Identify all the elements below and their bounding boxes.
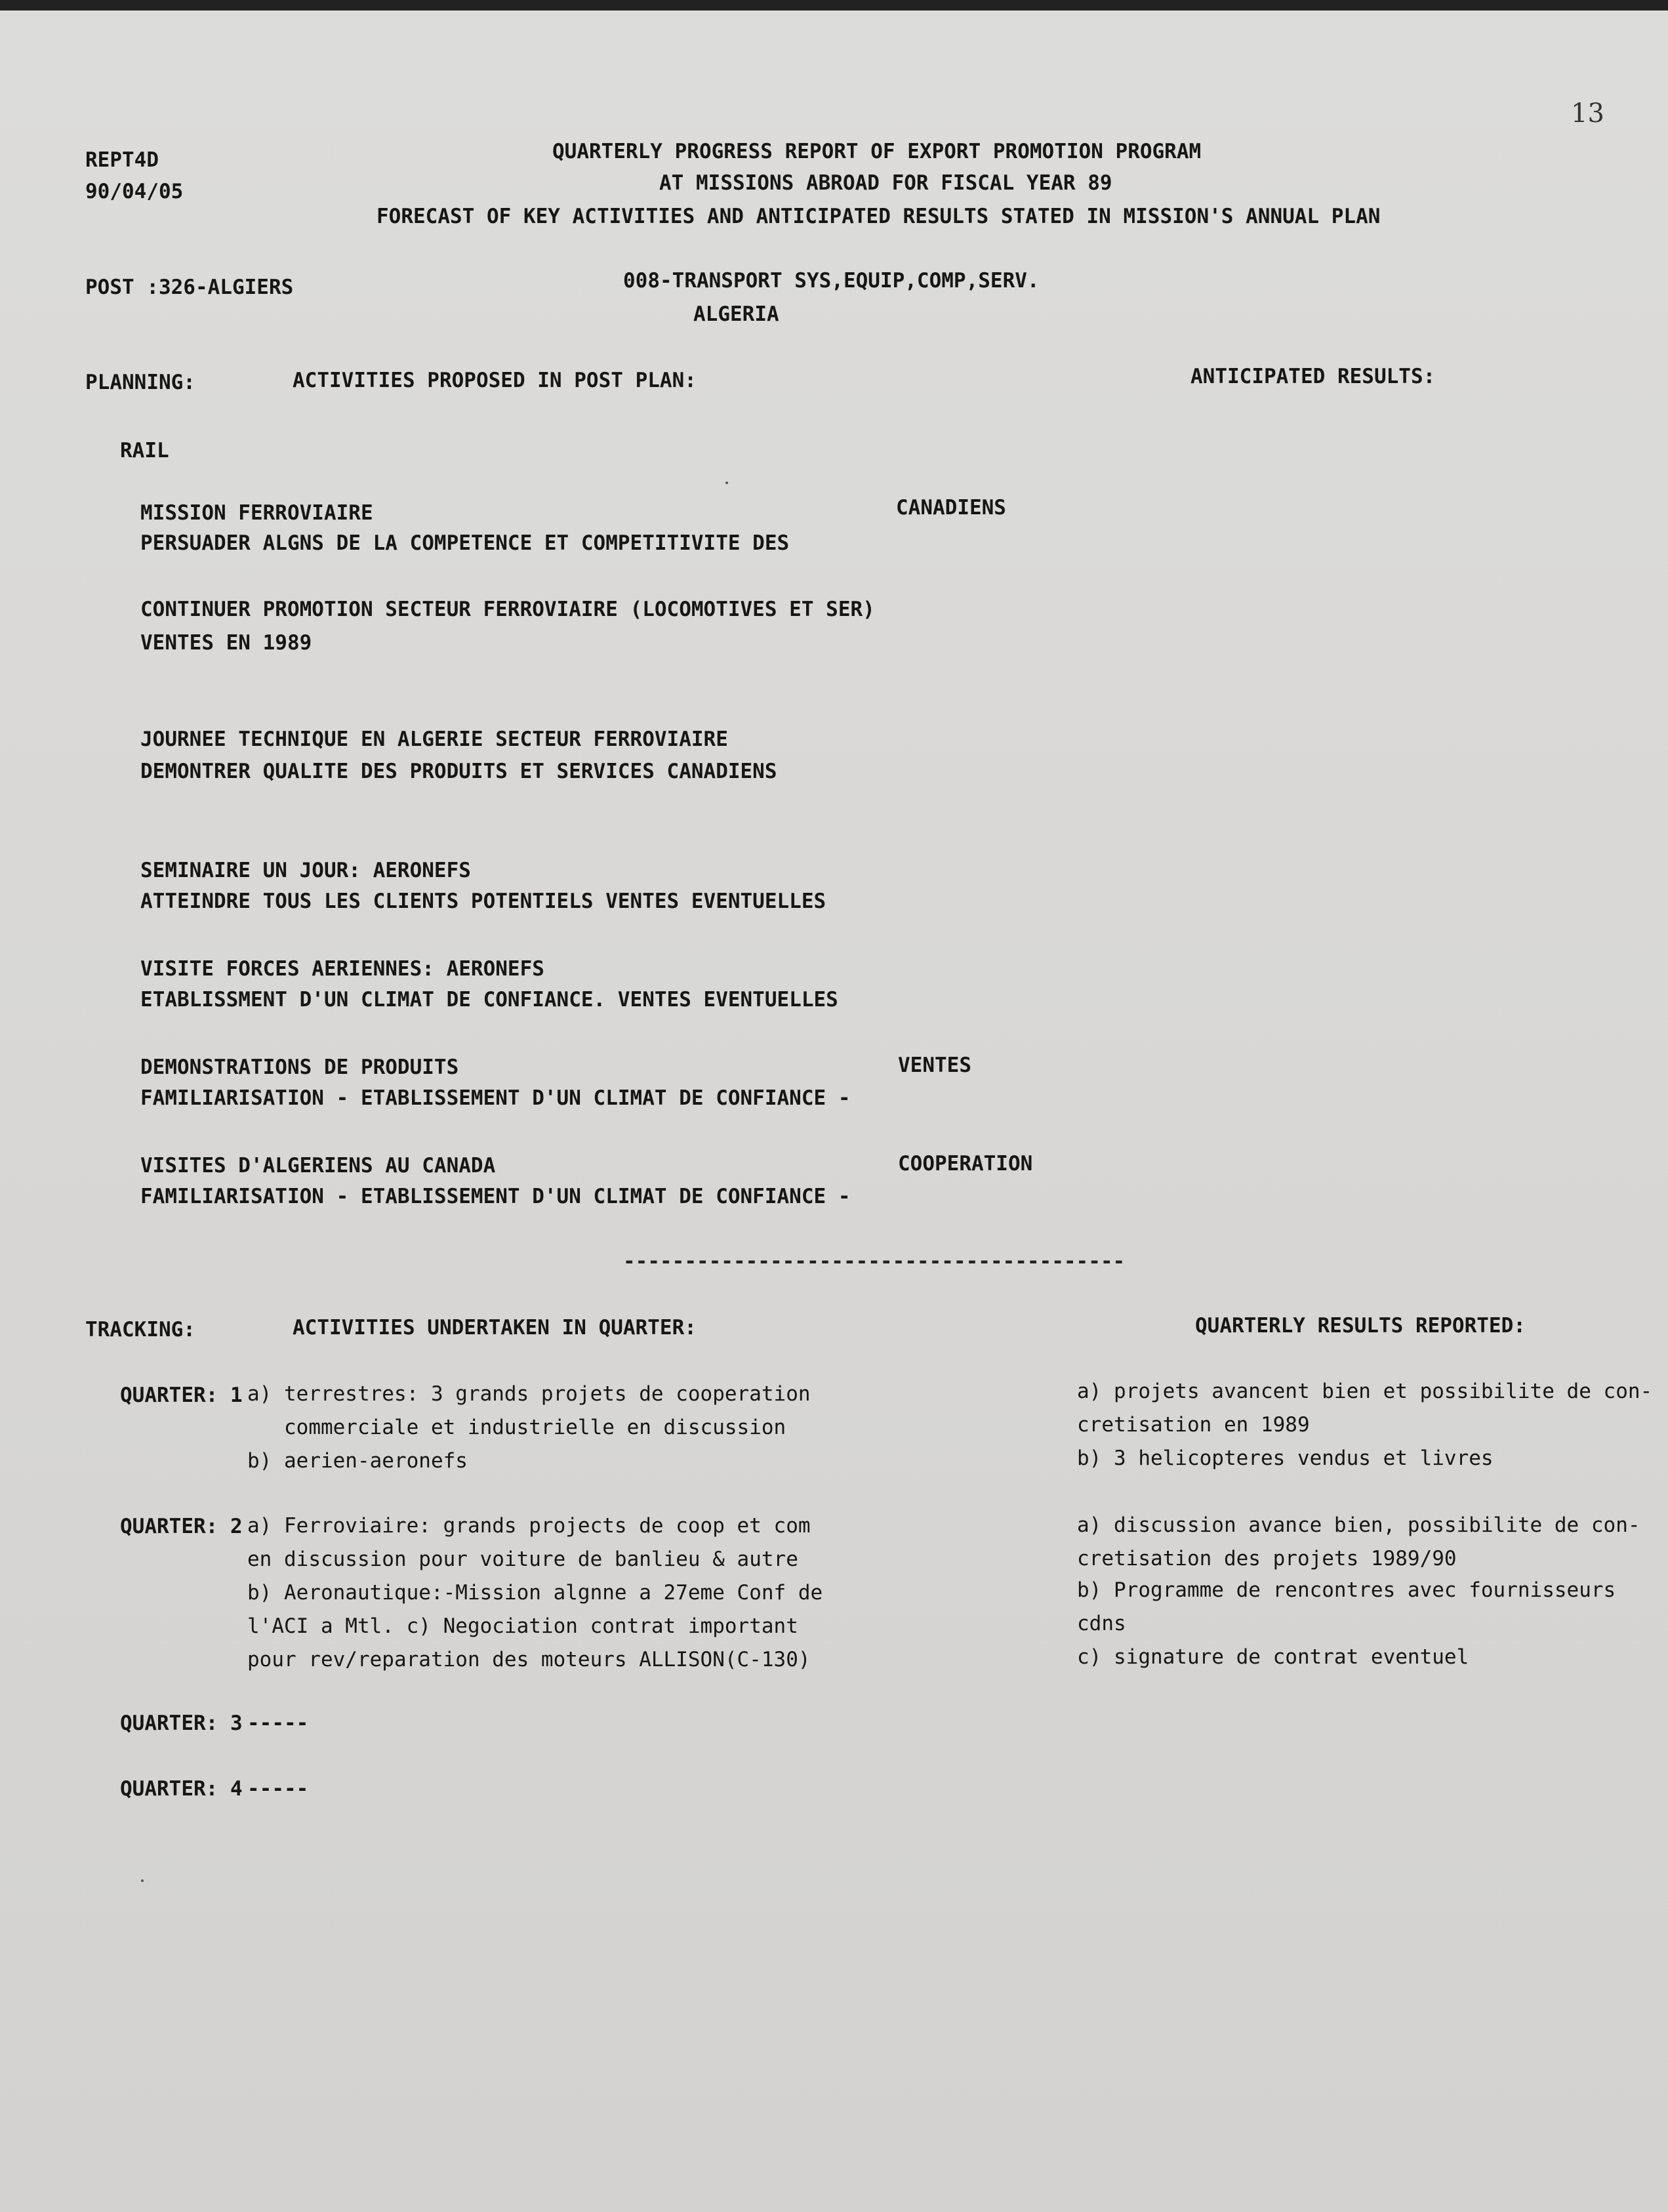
planning-results-header: ANTICIPATED RESULTS:: [1190, 365, 1436, 388]
planning-label: PLANNING:: [85, 371, 195, 394]
page-number: 13: [1571, 98, 1604, 129]
planning-item-title: JOURNEE TECHNIQUE EN ALGERIE SECTEUR FERROVIAIRE: [140, 727, 728, 751]
activity-line: en discussion pour voiture de banlieu & autre: [247, 1547, 798, 1571]
title-line-3: FORECAST OF KEY ACTIVITIES AND ANTICIPATED RESULTS STATED IN MISSION'S ANNUAL PLAN: [376, 205, 1381, 228]
result-line: cretisation des projets 1989/90: [1077, 1547, 1457, 1570]
report-id: REPT4D: [85, 148, 159, 172]
report-date: 90/04/05: [85, 180, 184, 203]
scan-speck: [725, 481, 728, 484]
quarter-label: QUARTER: 2: [120, 1515, 243, 1538]
planning-activities-header: ACTIVITIES PROPOSED IN POST PLAN:: [293, 369, 697, 392]
tracking-results-header: QUARTERLY RESULTS REPORTED:: [1195, 1314, 1526, 1338]
quarter-value: -----: [247, 1777, 309, 1801]
result-line: b) 3 helicopteres vendus et livres: [1077, 1446, 1494, 1470]
planning-item-detail: FAMILIARISATION - ETABLISSEMENT D'UN CLIMAT DE CONFIANCE -: [140, 1185, 851, 1208]
planning-item-detail: VENTES EN 1989: [140, 631, 312, 655]
scan-speck: [141, 1879, 144, 1882]
planning-item-title: SEMINAIRE UN JOUR: AERONEFS: [140, 859, 471, 882]
title-line-1: QUARTERLY PROGRESS REPORT OF EXPORT PROMOTION PROGRAM: [552, 140, 1202, 163]
planning-item-detail: DEMONTRER QUALITE DES PRODUITS ET SERVICES CANADIENS: [140, 760, 777, 783]
activity-line: b) Aeronautique:-Mission algnne a 27eme Conf de: [247, 1581, 823, 1605]
post-label: POST :326-ALGIERS: [85, 276, 294, 299]
planning-item-result: COOPERATION: [898, 1152, 1033, 1176]
tracking-label: TRACKING:: [85, 1318, 195, 1342]
activity-line: l'ACI a Mtl. c) Negociation contrat important: [247, 1614, 798, 1638]
result-line: b) Programme de rencontres avec fournisseurs: [1077, 1578, 1616, 1602]
planning-item-title: VISITE FORCES AERIENNES: AERONEFS: [140, 957, 544, 981]
planning-item-result: VENTES: [898, 1054, 971, 1077]
activity-line: b) aerien-aeronefs: [247, 1449, 468, 1473]
planning-item-detail: ETABLISSMENT D'UN CLIMAT DE CONFIANCE. VENTES EVENTUELLES: [140, 988, 838, 1012]
result-line: cretisation en 1989: [1077, 1413, 1310, 1437]
quarter-label: QUARTER: 1: [120, 1383, 243, 1407]
quarter-value: -----: [247, 1711, 309, 1735]
planning-item-title: DEMONSTRATIONS DE PRODUITS: [140, 1055, 459, 1079]
activity-line: a) terrestres: 3 grands projets de cooperation: [247, 1382, 811, 1406]
planning-item-result: CANADIENS: [896, 496, 1006, 520]
sector-label: 008-TRANSPORT SYS,EQUIP,COMP,SERV.: [623, 269, 1040, 293]
quarter-label: QUARTER: 4: [120, 1777, 243, 1801]
result-line: c) signature de contrat eventuel: [1077, 1645, 1469, 1669]
section-separator: -----------------------------------------: [623, 1250, 1126, 1273]
activity-line: a) Ferroviaire: grands projects de coop et com: [247, 1514, 811, 1538]
planning-item-title: MISSION FERROVIAIRE: [140, 501, 373, 525]
result-line: a) discussion avance bien, possibilite de con-: [1077, 1513, 1640, 1537]
activity-line: commerciale et industrielle en discussion: [247, 1416, 786, 1439]
planning-item-detail: PERSUADER ALGNS DE LA COMPETENCE ET COMPETITIVITE DES: [140, 531, 790, 555]
planning-item-title: VISITES D'ALGERIENS AU CANADA: [140, 1154, 496, 1178]
planning-item-detail: ATTEINDRE TOUS LES CLIENTS POTENTIELS VENTES EVENTUELLES: [140, 890, 826, 913]
result-line: cdns: [1077, 1612, 1126, 1635]
result-line: a) projets avancent bien et possibilite de con-: [1077, 1380, 1653, 1403]
title-line-2: AT MISSIONS ABROAD FOR FISCAL YEAR 89: [659, 171, 1112, 195]
planning-item-title: CONTINUER PROMOTION SECTEUR FERROVIAIRE (LOCOMOTIVES ET SER): [140, 598, 875, 621]
activity-line: pour rev/reparation des moteurs ALLISON(C-130): [247, 1648, 811, 1671]
scan-top-edge: [0, 0, 1668, 10]
planning-item-detail: FAMILIARISATION - ETABLISSEMENT D'UN CLIMAT DE CONFIANCE -: [140, 1086, 851, 1110]
country-label: ALGERIA: [693, 302, 779, 326]
quarter-label: QUARTER: 3: [120, 1711, 243, 1735]
tracking-activities-header: ACTIVITIES UNDERTAKEN IN QUARTER:: [293, 1316, 697, 1340]
subsector-rail: RAIL: [120, 439, 169, 462]
